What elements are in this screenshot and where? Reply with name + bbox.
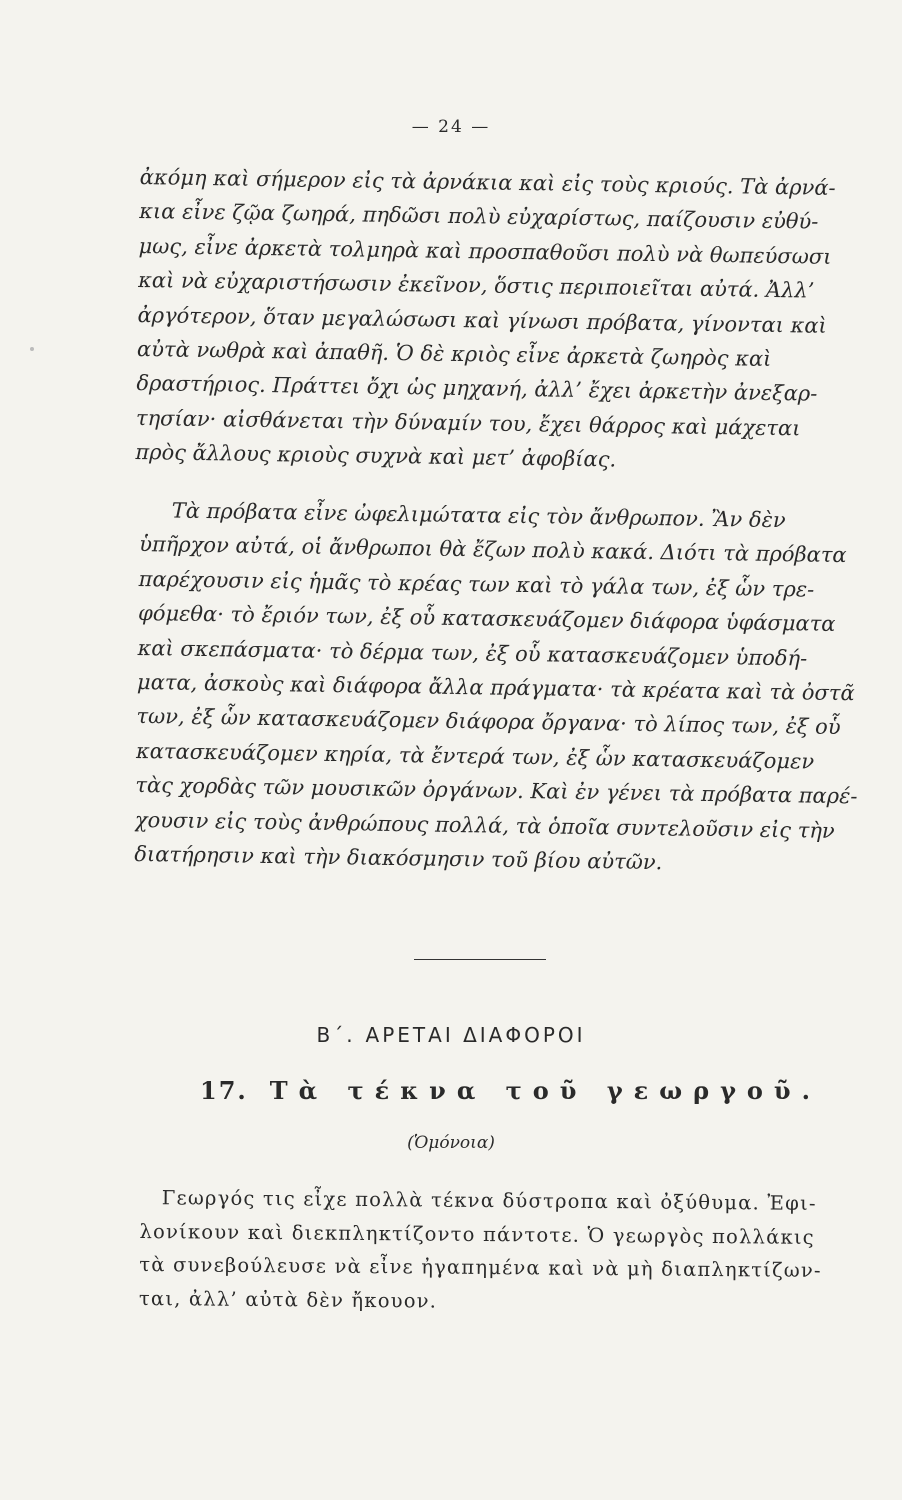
text-line: παρέχουσιν εἰς ἡμᾶς τὸ κρέας των καὶ τὸ γάλα των, ἐξ ὧν τρε-: [138, 566, 815, 602]
text-line: ται, ἀλλ’ αὐτὰ δὲν ἤκουον.: [138, 1286, 438, 1313]
text-line: τησίαν· αἰσθάνεται τὴν δύναμίν του, ἔχει θάρρος καὶ μάχεται: [135, 405, 801, 441]
text-line: λονίκουν καὶ διεκπληκτίζοντο πάντοτε. Ὁ γεωργὸς πολλάκις: [139, 1219, 815, 1249]
text-line: τὰ συνεβούλευσε νὰ εἶνε ἠγαπημένα καὶ νὰ μὴ διαπληκτίζων-: [139, 1252, 822, 1282]
page-number: — 24 —: [411, 117, 491, 137]
page-speck: [30, 347, 34, 351]
text-line: μως, εἶνε ἀρκετὰ τολμηρὰ καὶ προσπαθοῦσι πολὺ νὰ θωπεύσωσι: [138, 233, 832, 269]
text-line: αὐτὰ νωθρὰ καὶ ἀπαθῆ. Ὁ δὲ κριὸς εἶνε ἀρκετὰ ζωηρὸς καὶ: [136, 337, 772, 371]
story-title: [200, 1076, 820, 1105]
text-line: ματα, ἀσκοὺς καὶ διάφορα ἄλλα πράγματα· τὰ κρέατα καὶ τὰ ὀστᾶ: [136, 670, 855, 706]
text-line: Γεωργός τις εἶχε πολλὰ τέκνα δύστροπα καὶ ὀξύθυμα. Ἐφι-: [161, 1186, 817, 1215]
text-line: Τὰ πρόβατα εἶνε ὠφελιμώτατα εἰς τὸν ἄνθρωπον. Ἂν δὲν: [171, 498, 786, 533]
story-text: [139, 1181, 882, 1321]
story-source: (Ὁμόνοια): [407, 1133, 495, 1153]
section-heading: [0, 1023, 902, 1047]
paragraph-sheep-usefulness: [134, 493, 882, 883]
text-line: φόμεθα· τὸ ἔριόν των, ἐξ οὗ κατασκευάζομεν διάφορα ὑφάσματα: [137, 601, 836, 637]
text-line: ἀκόμη καὶ σήμερον εἰς τὰ ἀρνάκια καὶ εἰς τοὺς κριούς. Τὰ ἀρνά-: [139, 164, 836, 200]
text-line: χουσιν εἰς τοὺς ἀνθρώπους πολλά, τὰ ὁποῖα συντελοῦσιν εἰς τὴν: [134, 807, 835, 843]
text-line: διατήρησιν καὶ τὴν διακόσμησιν τοῦ βίου αὐτῶν.: [134, 842, 663, 875]
text-line: καὶ νὰ εὐχαριστήσωσιν ἐκεῖνον, ὅστις περιποιεῖται αὐτά. Ἀλλ’: [137, 268, 815, 303]
text-line: ὑπῆρχον αὐτά, οἱ ἄνθρωποι θὰ ἔζων πολὺ κακά. Διότι τὰ πρόβατα: [139, 532, 847, 568]
text-line: δραστήριος. Πράττει ὄχι ὡς μηχανή, ἀλλ’ ἔχει ἀρκετὴν ἀνεξαρ-: [136, 371, 818, 407]
text-line: καὶ σκεπάσματα· τὸ δέρμα των, ἐξ οὗ κατασκευάζομεν ὑποδή-: [137, 635, 808, 671]
paragraph-sheep-character: [135, 160, 882, 481]
story-title-text: Τὰ τέκνα τοῦ γεωργοῦ.: [269, 1076, 821, 1105]
text-line: κια εἶνε ζῷα ζωηρά, πηδῶσι πολὺ εὐχαρίστως, παίζουσιν εὐθύ-: [139, 199, 819, 235]
section-number: Β΄.: [316, 1023, 356, 1047]
story-number: 17.: [200, 1076, 248, 1105]
text-line: των, ἐξ ὧν κατασκευάζομεν διάφορα ὄργανα· τὸ λίπος των, ἐξ οὗ: [136, 704, 841, 740]
text-line: τὰς χορδὰς τῶν μουσικῶν ὀργάνων. Καὶ ἐν γένει τὰ πρόβατα παρέ-: [135, 773, 858, 809]
text-line: ἀργότερον, ὅταν μεγαλώσωσι καὶ γίνωσι πρόβατα, γίνονται καὶ: [137, 302, 827, 338]
text-line: κατασκευάζομεν κηρία, τὰ ἔντερά των, ἐξ ὧν κατασκευάζομεν: [135, 738, 815, 774]
section-title: ΑΡΕΤΑΙ ΔΙΑΦΟΡΟΙ: [365, 1023, 586, 1047]
text-line: πρὸς ἄλλους κριοὺς συχνὰ καὶ μετ’ ἀφοβίας.: [135, 440, 617, 472]
section-divider: [414, 959, 546, 960]
